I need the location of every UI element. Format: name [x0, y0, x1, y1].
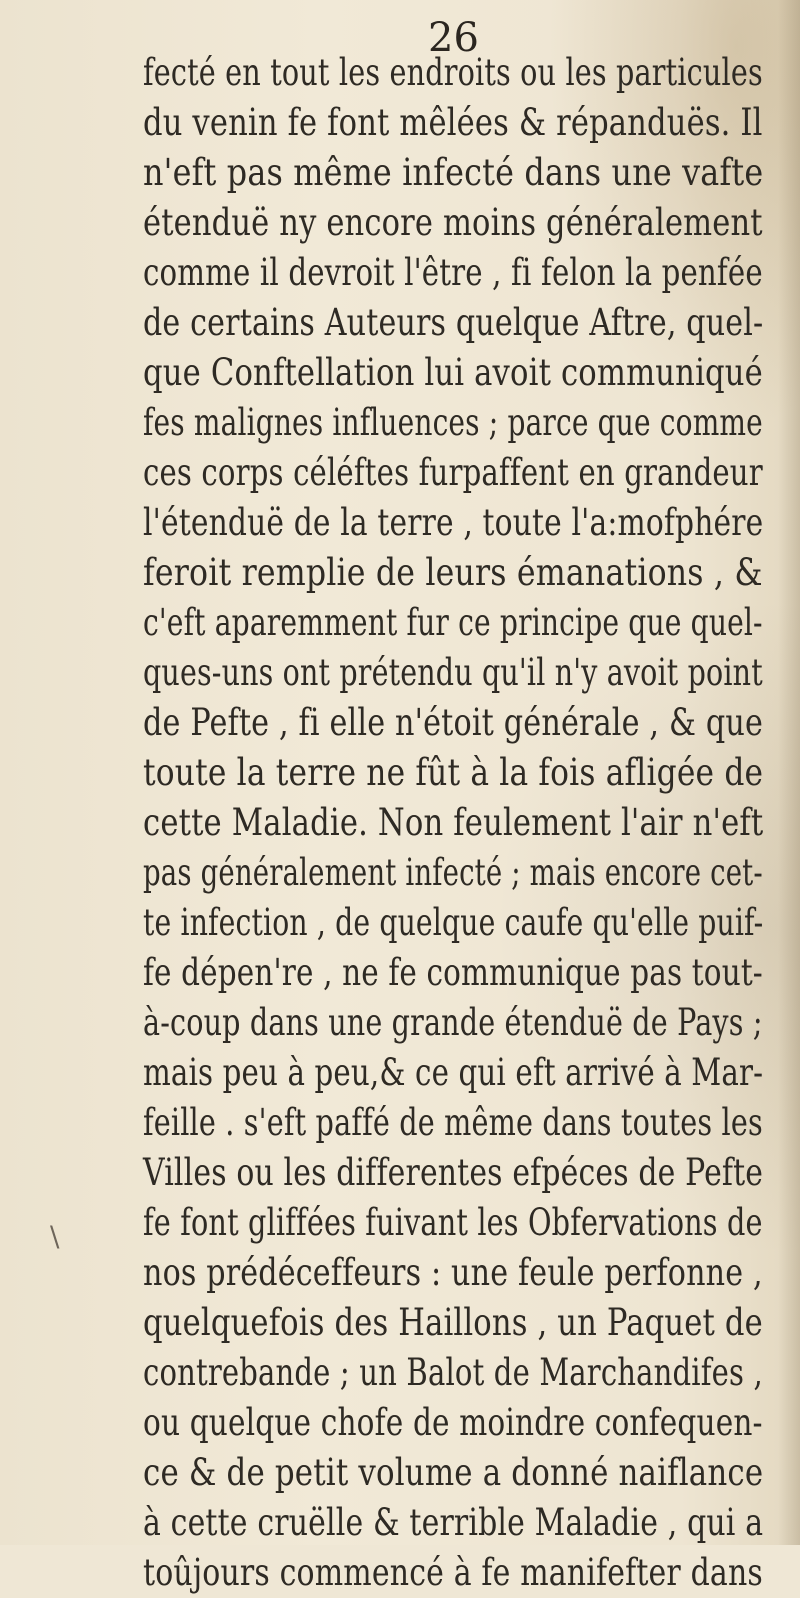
- text-line-11: feroit remplie de leurs émanations , &: [143, 551, 763, 594]
- text-line-31: toûjours commencé à fe manifefter dans: [143, 1551, 763, 1594]
- text-line-3: n'eft pas même infecté dans une vafte: [143, 151, 764, 194]
- text-line-5: comme il devroit l'être , fi felon la penfée: [143, 251, 763, 294]
- text-line-15: toute la terre ne fût à la fois afligée de: [143, 751, 764, 794]
- text-line-26: quelquefois des Haillons , un Paquet de: [143, 1301, 763, 1344]
- text-line-12: c'eft aparemment fur ce principe que quel-: [143, 601, 763, 644]
- text-line-4: étenduë ny encore moins généralement: [143, 201, 763, 244]
- text-line-30: à cette cruëlle & terrible Maladie , qui a: [143, 1501, 764, 1544]
- margin-mark: \: [50, 1220, 60, 1253]
- text-line-23: Villes ou les differentes efpéces de Pefte: [143, 1151, 764, 1194]
- text-line-9: ces corps céléftes furpaffent en grandeur: [143, 451, 763, 494]
- text-line-25: nos prédéceffeurs : une feule perfonne ,: [143, 1251, 763, 1294]
- text-line-1: fecté en tout les endroits ou les particules: [143, 51, 763, 94]
- text-line-13: ques-uns ont prétendu qu'il n'y avoit point: [143, 651, 763, 694]
- text-line-2: du venin fe font mêlées & répanduës. Il: [143, 101, 763, 144]
- text-line-21: mais peu à peu,& ce qui eft arrivé à Mar-: [143, 1051, 764, 1094]
- text-line-10: l'étenduë de la terre , toute l'a:mofphére: [143, 501, 764, 544]
- page-number: 26: [428, 15, 479, 61]
- text-line-7: que Conftellation lui avoit communiqué: [143, 351, 763, 394]
- text-line-6: de certains Auteurs quelque Aftre, quel-: [143, 301, 764, 344]
- text-line-14: de Pefte , fi elle n'étoit générale , & que: [143, 701, 764, 744]
- text-line-18: te infection , de quelque caufe qu'elle puif-: [143, 901, 764, 944]
- text-line-29: ce & de petit volume a donné naiflance: [143, 1451, 764, 1494]
- text-line-16: cette Maladie. Non feulement l'air n'eft: [143, 801, 764, 844]
- text-line-8: fes malignes influences ; parce que comme: [143, 401, 763, 444]
- text-line-19: fe dépen're , ne fe communique pas tout-: [143, 951, 763, 994]
- text-line-17: pas généralement infecté ; mais encore cet-: [143, 851, 763, 894]
- text-line-22: feille . s'eft paffé de même dans toutes les: [143, 1101, 763, 1144]
- text-line-20: à-coup dans une grande étenduë de Pays ;: [143, 1001, 763, 1044]
- text-line-28: ou quelque chofe de moindre confequen-: [143, 1401, 763, 1444]
- text-line-27: contrebande ; un Balot de Marchandifes ,: [143, 1351, 763, 1394]
- page-edge-shadow: [778, 0, 800, 1545]
- text-line-24: fe font gliffées fuivant les Obfervations de: [143, 1201, 763, 1244]
